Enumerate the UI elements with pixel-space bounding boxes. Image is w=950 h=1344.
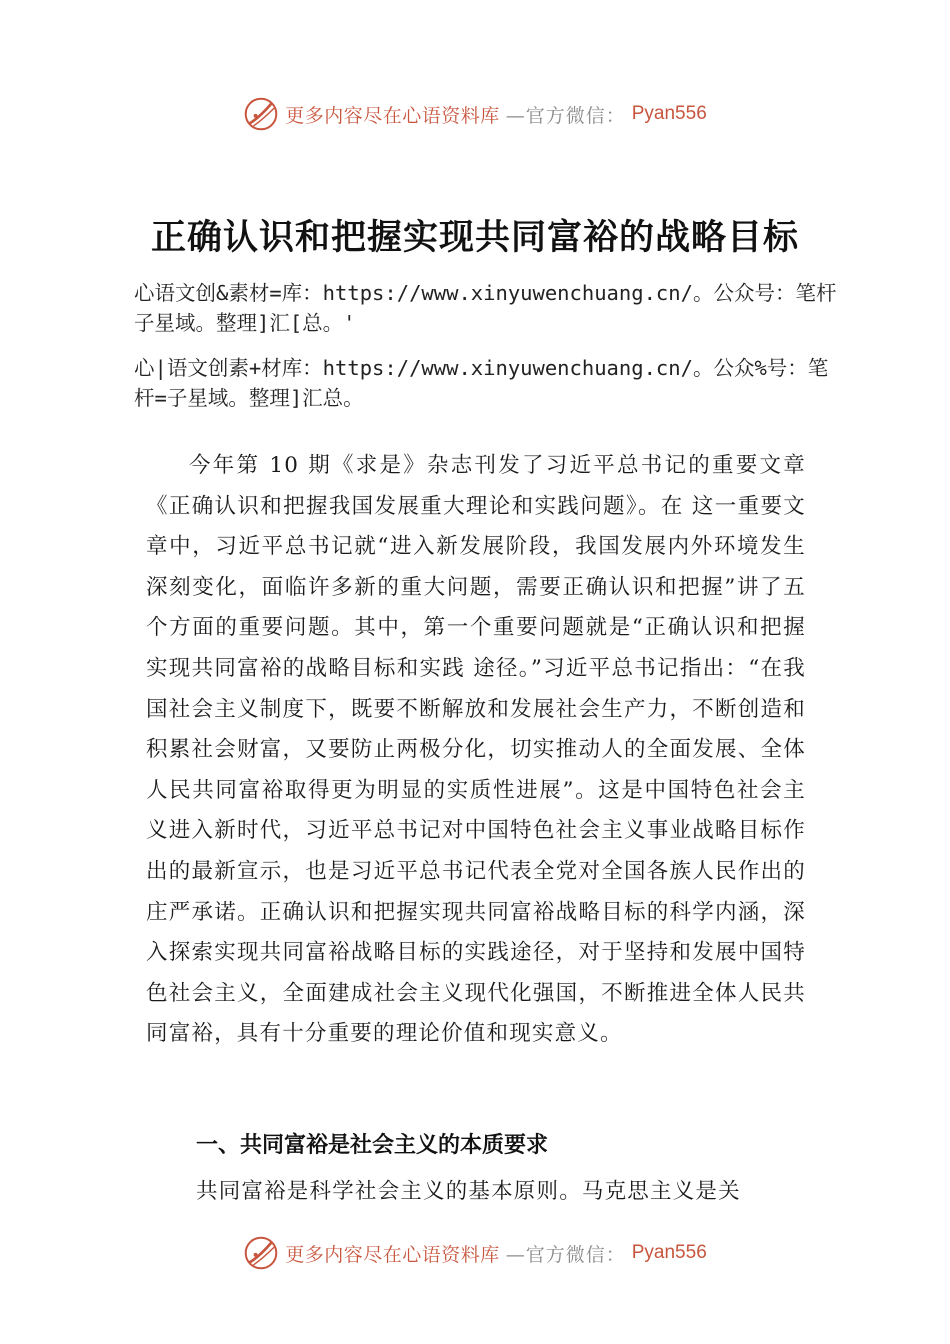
pen-logo-icon — [243, 96, 279, 132]
section-heading-1: 一、共同富裕是社会主义的本质要求 — [196, 1133, 549, 1158]
banner-site-text: 更多内容尽在心语资料库 — [285, 1243, 500, 1266]
source-line-2: 心|语文创素+材库：https://www.xinyuwenchuang.cn/。公众%号：笔杆=子星域。整理]汇总。 — [134, 356, 829, 410]
pen-logo-icon — [243, 1235, 279, 1271]
banner-site-text: 更多内容尽在心语资料库 — [285, 104, 500, 127]
source-line-1: 心语文创&素材=库：https://www.xinyuwenchuang.cn/。公众号：笔杆子星域。整理]汇[总。' — [134, 281, 837, 335]
header-banner — [0, 94, 950, 134]
banner-wechat-label: —官方微信： — [505, 1243, 626, 1266]
footer-banner — [0, 1233, 950, 1273]
banner-wechat-id: Pyan556 — [631, 103, 707, 124]
body-paragraph-2: 共同富裕是科学社会主义的基本原则。马克思主义是关 — [196, 1179, 741, 1204]
body-paragraph-1: 今年第 10 期《求是》杂志刊发了习近平总书记的重要文章《正确认识和把握我国发展重大理论和实践问题》。在 这一重要文章中，习近平总书记就“进入新发展阶段，我国发展内外环境发生深刻变化，面临许多新的重大问题，需要正确认识和把握”讲了五个方面的重要问题。其中，第一个重要问题就是“正确认识和把握实现共同富裕的战略目标和实践 途径。”习近平总书记指出：“在我国社会主义制度下，既要不断解放和发展社会生产力，不断创造和积累社会财富，又要防止两极分化，切实推动人的全面发展、全体人民共同富裕取得更为明显的实质性进展”。这是中国特色社会主义进入新时代，习近平总书记对中国特色社会主义事业战略目标作出的最新宣示，也是习近平总书记代表全党对全国各族人民作出的庄严承诺。正确认识和把握实现共同富裕战略目标的科学内涵，深入探索实现共同富裕战略目标的实践途径，对于坚持和发展中国特色社会主义，全面建成社会主义现代化强国，不断推进全体人民共同富裕，具有十分重要的理论价值和现实意义。 — [146, 453, 806, 1047]
banner-wechat-id: Pyan556 — [631, 1242, 707, 1263]
banner-wechat-label: —官方微信： — [505, 104, 626, 127]
document-title: 正确认识和把握实现共同富裕的战略目标 — [150, 217, 799, 258]
